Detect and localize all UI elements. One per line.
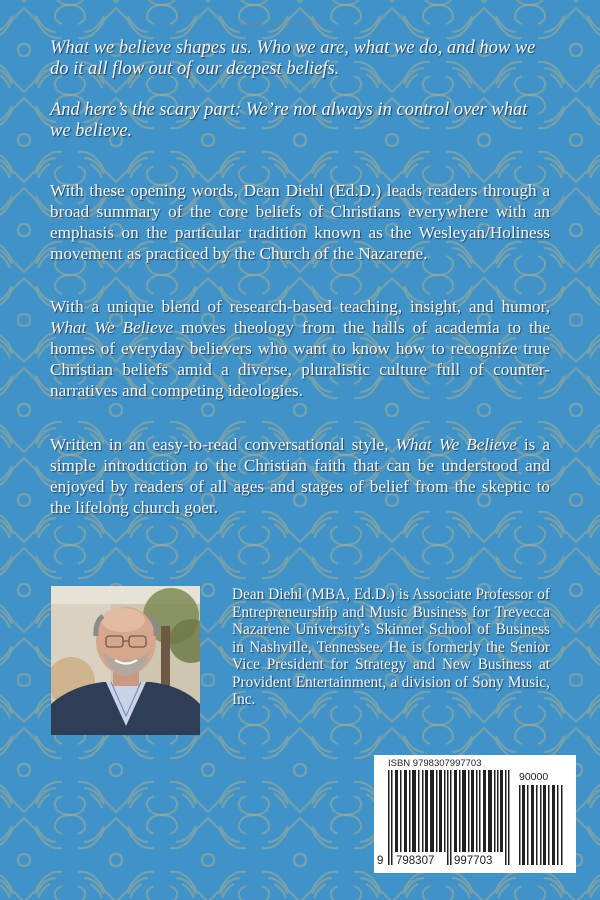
description-p2-text-after: moves theology from the halls of academia to the homes of everyday believers who want to know how to recognize true Christian beliefs amid a diverse, pluralistic culture full of counter-narratives and competing ideologies. bbox=[50, 318, 550, 400]
intro-quote-paragraph-2: And here’s the scary part: We’re not always in control over what we believe. bbox=[50, 100, 528, 141]
description-p2-text-before: With a unique blend of research-based teaching, insight, and humor, bbox=[50, 297, 550, 316]
intro-quote-paragraph-1: What we believe shapes us. Who we are, what we do, and how we do it all flow out of our deepest beliefs. bbox=[50, 38, 536, 79]
author-portrait-illustration bbox=[51, 586, 200, 735]
barcode-digits-group-2: 997703 bbox=[454, 855, 493, 867]
isbn-barcode bbox=[374, 755, 576, 873]
description-p3-text-after: is a simple introduction to the Christian faith that can be understood and enjoyed by readers of all ages and stages of belief from the skeptic to the lifelong church goer. bbox=[50, 435, 551, 517]
book-title-italic: What We Believe bbox=[50, 318, 174, 337]
description-paragraph-3 bbox=[50, 434, 550, 518]
description-paragraph-1: With these opening words, Dean Diehl (Ed.D.) leads readers through a broad summary of the core beliefs of Christians everywhere with an emphasis on the particular tradition known as the Wesleyan/Holiness movement as practiced by the Church of the Nazarene. bbox=[50, 181, 550, 263]
author-photo bbox=[51, 586, 200, 735]
description-paragraph-2 bbox=[50, 296, 550, 401]
book-title-italic: What We Believe bbox=[395, 435, 517, 454]
faint-watermark-text: Image not available bbox=[240, 18, 324, 28]
price-addon-label: 90000 bbox=[519, 771, 549, 783]
barcode-digit-first: 9 bbox=[377, 855, 384, 867]
isbn-label: ISBN 9798307997703 bbox=[388, 758, 482, 769]
barcode-digits-group-1: 798307 bbox=[396, 855, 435, 867]
author-bio: Dean Diehl (MBA, Ed.D.) is Associate Professor of Entrepreneurship and Music Business for Trevecca Nazarene University’s Skinner School of Business in Nashville, Tennessee. He is formerly the Senior Vice President for Strategy and New Business at Provident Entertainment, a division of Sony Music, Inc. bbox=[232, 586, 550, 708]
description-p3-text-before: Written in an easy-to-read conversational style, bbox=[50, 435, 396, 454]
